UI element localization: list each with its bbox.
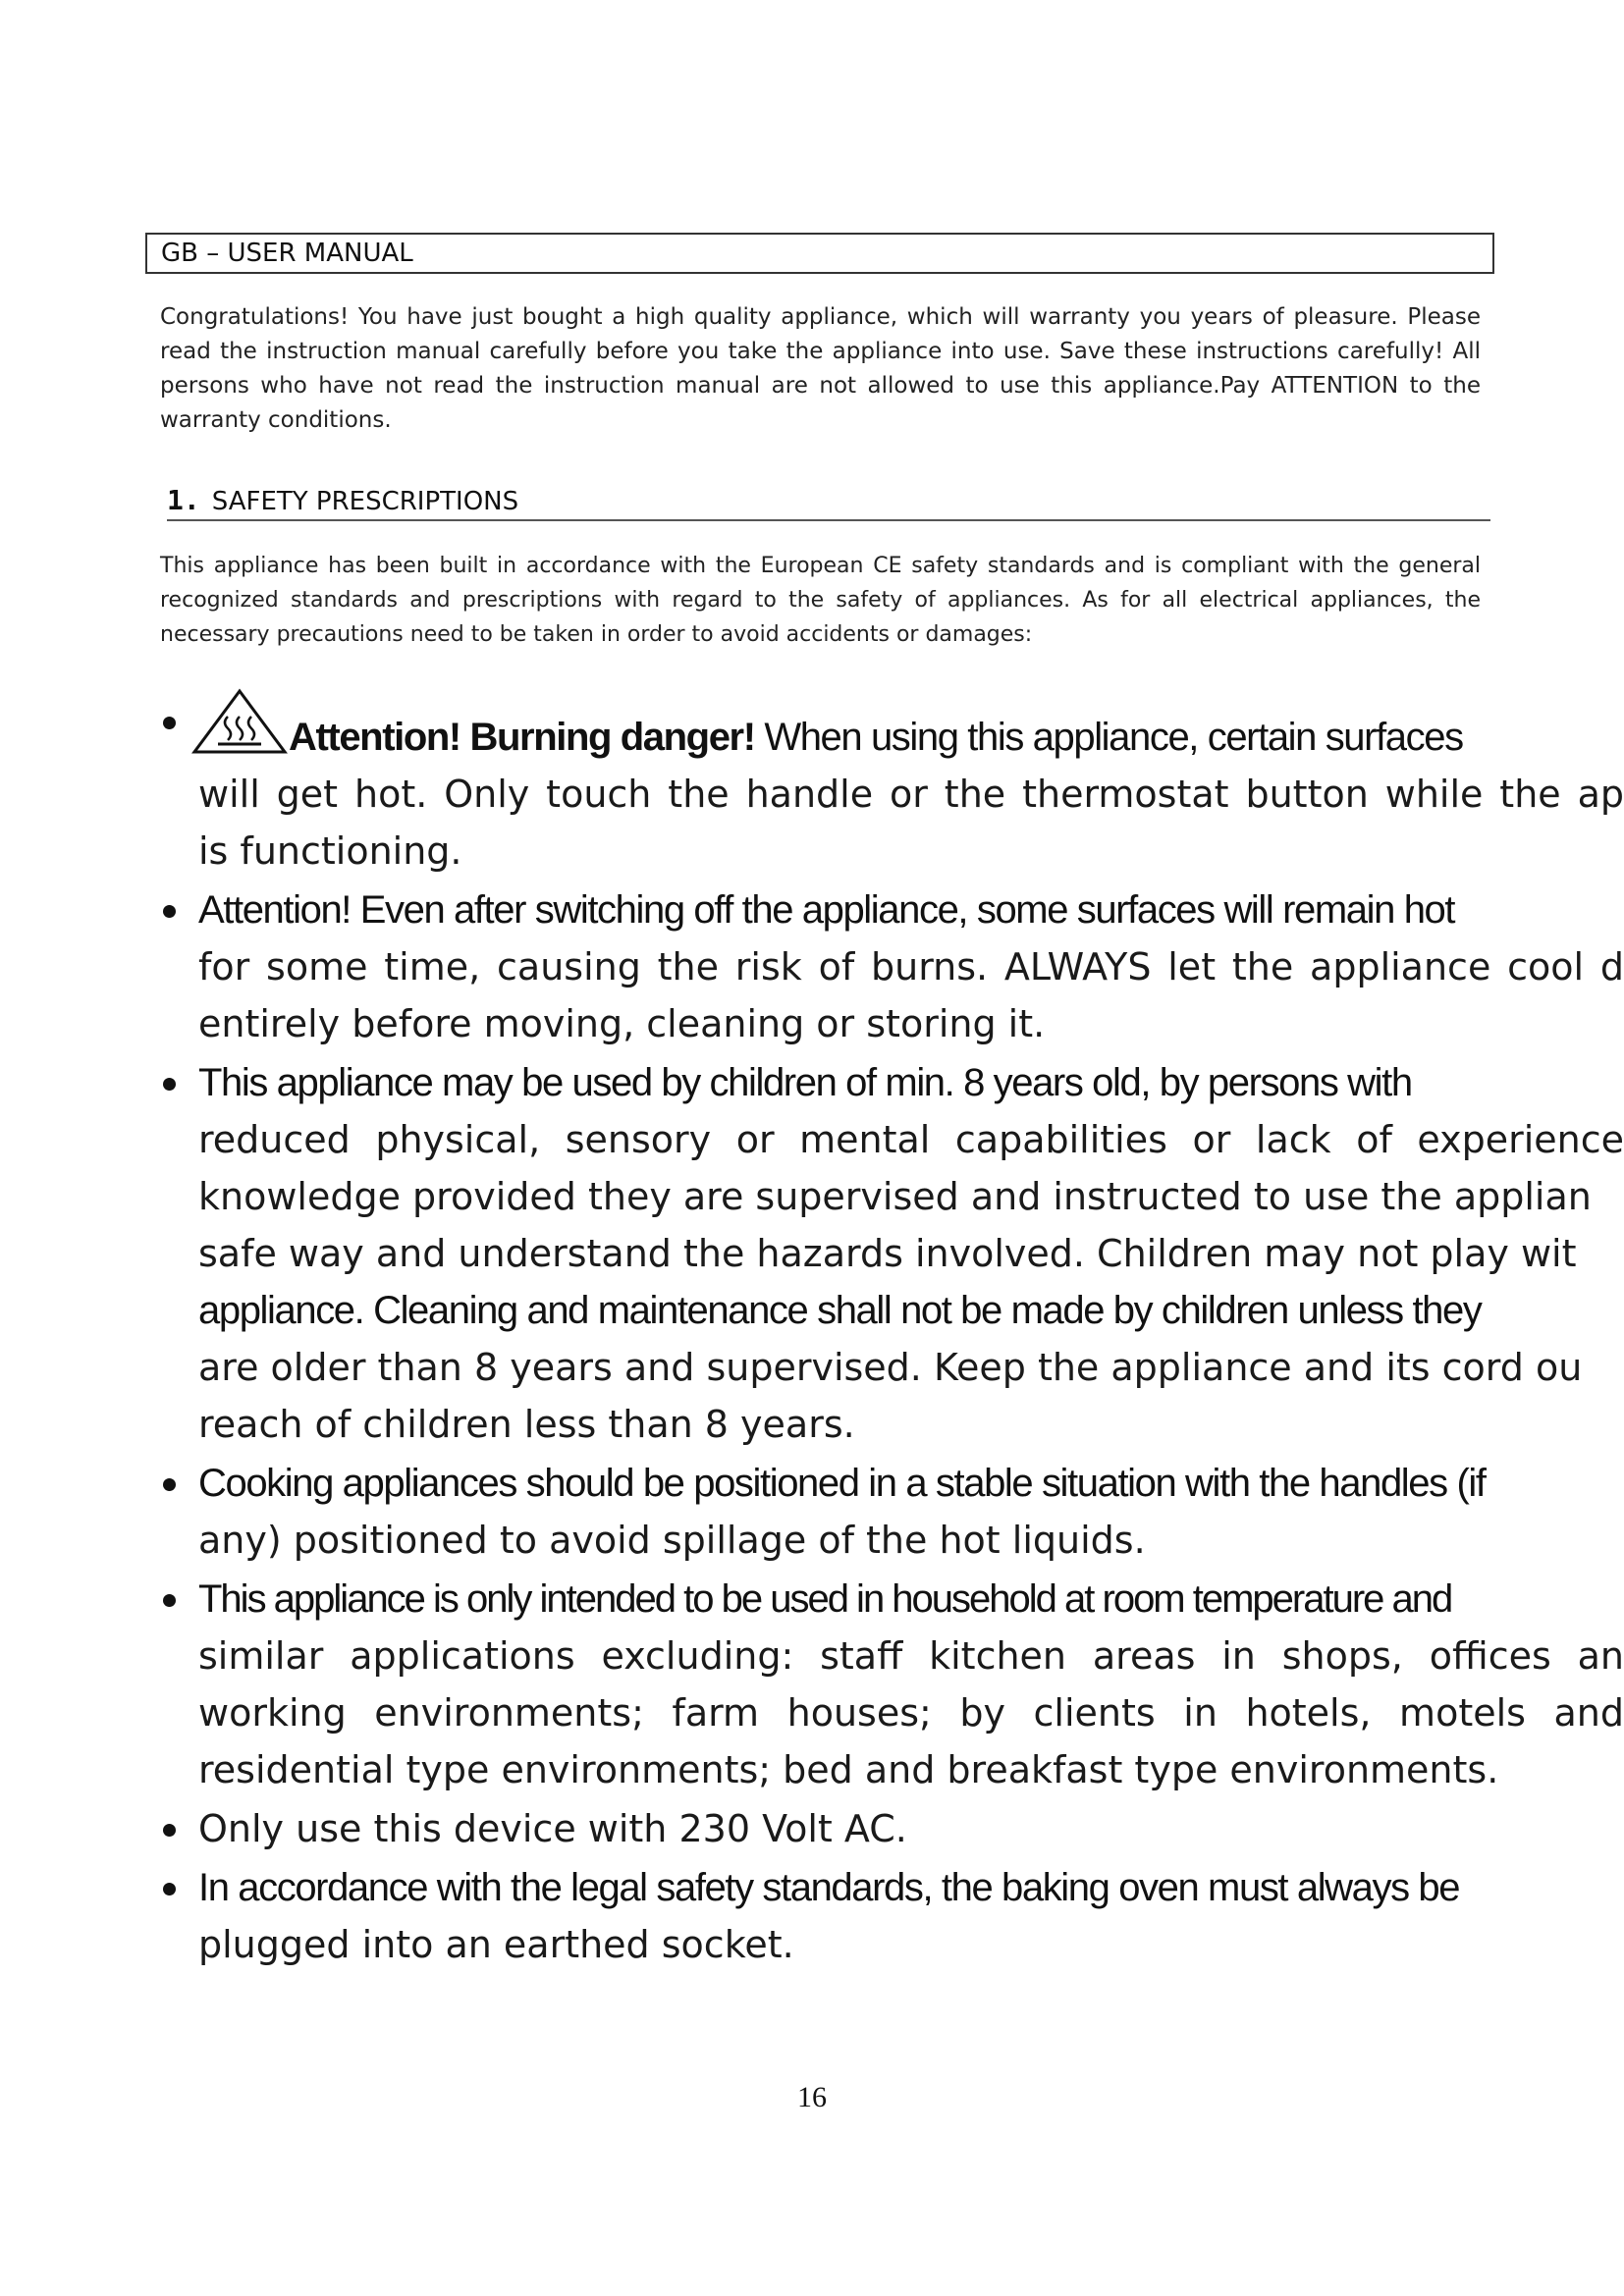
list-item-line: is functioning. — [198, 829, 462, 873]
bullet-dot — [163, 1478, 176, 1491]
list-item-first-line: In accordance with the legal safety standards, the baking oven must always be — [198, 1866, 1460, 1909]
list-item-line: knowledge provided they are supervised and instructed to use the applian — [198, 1175, 1592, 1218]
bullet-dot — [163, 1883, 176, 1896]
list-item-line: similar applications excluding: staff kitchen areas in shops, offices an — [198, 1634, 1624, 1678]
list-item-line: plugged into an earthed socket. — [198, 1923, 794, 1966]
list-item-text: When using this appliance, certain surfaces — [754, 716, 1463, 759]
safety-list — [155, 687, 1624, 1983]
section-heading — [167, 482, 1490, 521]
list-item-line: are older than 8 years and supervised. Keep the appliance and its cord ou — [198, 1346, 1583, 1389]
list-item-text: Only use this device with 230 Volt AC. — [198, 1807, 907, 1850]
list-item-line: residential type environments; bed and breakfast type environments. — [198, 1748, 1499, 1791]
page-number: 16 — [797, 2081, 827, 2113]
list-item-line: working environments; farm houses; by clients in hotels, motels and — [198, 1691, 1624, 1735]
list-item-line: any) positioned to avoid spillage of the hot liquids. — [198, 1519, 1146, 1562]
intro-paragraph: Congratulations! You have just bought a high quality appliance, which will warranty you years of pleasure. Please read the instruction manual carefully before you take the appliance into use. Save these instructions carefully! All persons who have not read the instruction manual are not allowed to use this appliance.Pay ATTENTION to the warranty conditions. — [160, 304, 1481, 433]
list-item-first-line: This appliance is only intended to be used in household at room temperature and — [198, 1577, 1452, 1621]
section-title: SAFETY PRESCRIPTIONS — [211, 487, 519, 516]
list-item — [155, 1859, 1624, 1973]
list-item — [155, 881, 1624, 1052]
list-item — [155, 687, 1624, 880]
list-item-mid-line: appliance. Cleaning and maintenance shall not be made by children unless they — [198, 1289, 1482, 1332]
list-item-first-line: Attention! Even after switching off the appliance, some surfaces will remain hot — [198, 888, 1455, 932]
list-item-line: for some time, causing the risk of burns. ALWAYS let the appliance cool d — [198, 945, 1624, 988]
section-number: 1. — [167, 484, 200, 516]
bullet-dot — [163, 1078, 176, 1091]
list-item — [155, 1800, 1624, 1857]
burning-danger-lead: Attention! Burning danger! — [289, 716, 755, 759]
list-item-line: entirely before moving, cleaning or storing it. — [198, 1002, 1046, 1045]
hot-surface-warning-icon — [190, 687, 289, 756]
bullet-dot — [163, 905, 176, 918]
section-intro-paragraph: This appliance has been built in accordance with the European CE safety standards and is compliant with the general recognized standards and prescriptions with regard to the safety of appliances. As for all electrical appliances, the necessary precautions need to be taken in order to avoid accidents or damages: — [160, 554, 1481, 647]
list-item-line: reach of children less than 8 years. — [198, 1403, 855, 1446]
list-item-first-line — [190, 687, 1624, 766]
list-item — [155, 1571, 1624, 1798]
list-item — [155, 1054, 1624, 1453]
list-item-line: will get hot. Only touch the handle or the thermostat button while the ap — [198, 773, 1624, 816]
bullet-dot — [163, 1824, 176, 1837]
list-item-first-line: Cooking appliances should be positioned in a stable situation with the handles (if — [198, 1462, 1486, 1505]
bullet-dot — [163, 717, 176, 729]
list-item-line: safe way and understand the hazards involved. Children may not play wit — [198, 1232, 1577, 1275]
manual-header: GB – USER MANUAL — [145, 233, 1494, 274]
list-item — [155, 1455, 1624, 1569]
list-item-line: reduced physical, sensory or mental capabilities or lack of experience — [198, 1118, 1624, 1161]
bullet-dot — [163, 1594, 176, 1607]
list-item-first-line: This appliance may be used by children of min. 8 years old, by persons with — [198, 1061, 1412, 1104]
